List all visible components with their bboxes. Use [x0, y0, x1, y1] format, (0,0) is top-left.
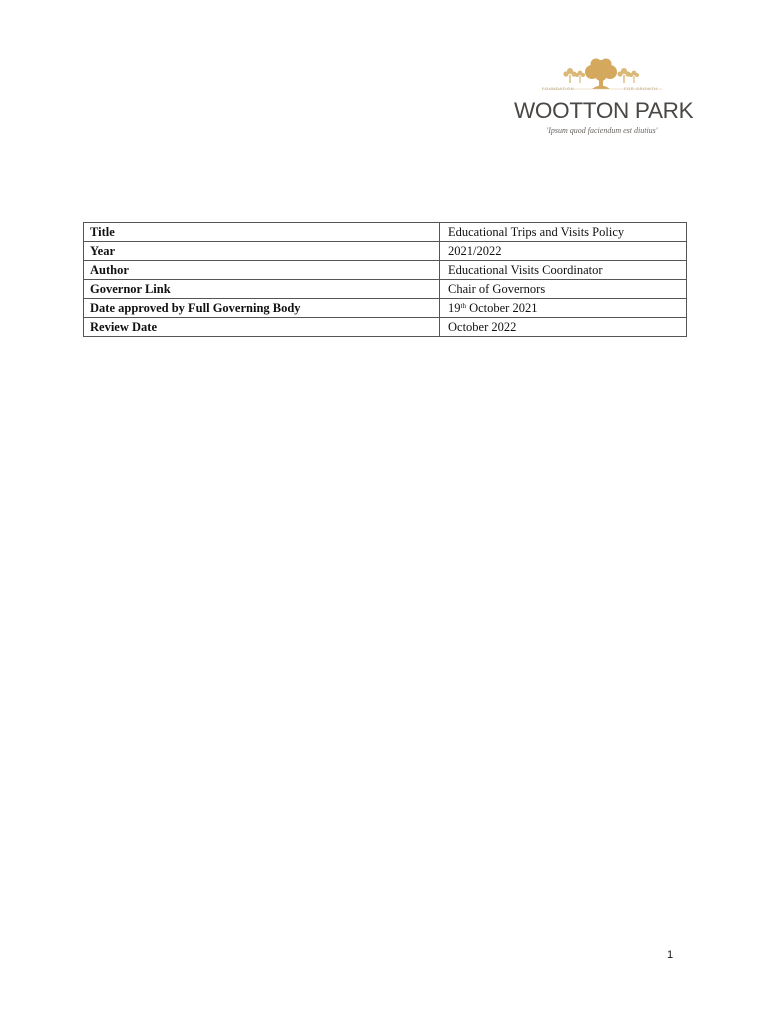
table-row-date-approved	[84, 299, 687, 318]
row-value: Educational Trips and Visits Policy	[440, 223, 687, 242]
row-value: Educational Visits Coordinator	[440, 261, 687, 280]
logo-tagline-left: FOUNDATION	[542, 86, 575, 91]
table-row-governor-link	[84, 280, 687, 299]
table-row-review-date	[84, 318, 687, 337]
row-label: Review Date	[84, 318, 440, 337]
logo-school-name: WOOTTON PARK	[514, 98, 694, 123]
row-value	[440, 299, 687, 318]
row-label: Author	[84, 261, 440, 280]
row-label: Title	[84, 223, 440, 242]
row-label: Date approved by Full Governing Body	[84, 299, 440, 318]
row-label: Year	[84, 242, 440, 261]
logo-motto: 'Ipsum quod faciendum est diutius'	[546, 126, 658, 135]
table-row-title	[84, 223, 687, 242]
row-value: Chair of Governors	[440, 280, 687, 299]
oak-tree-icon	[512, 58, 692, 94]
table-row-author	[84, 261, 687, 280]
date-day: 19	[448, 301, 461, 315]
row-value: 2021/2022	[440, 242, 687, 261]
logo-tagline-right: FOR GROWTH	[624, 86, 658, 91]
row-value: October 2022	[440, 318, 687, 337]
table-row-year	[84, 242, 687, 261]
school-logo	[512, 58, 692, 142]
date-suffix: th	[460, 302, 466, 310]
date-rest: October 2021	[465, 301, 538, 315]
row-label: Governor Link	[84, 280, 440, 299]
document-info-table	[83, 222, 687, 337]
page-number: 1	[667, 949, 674, 961]
